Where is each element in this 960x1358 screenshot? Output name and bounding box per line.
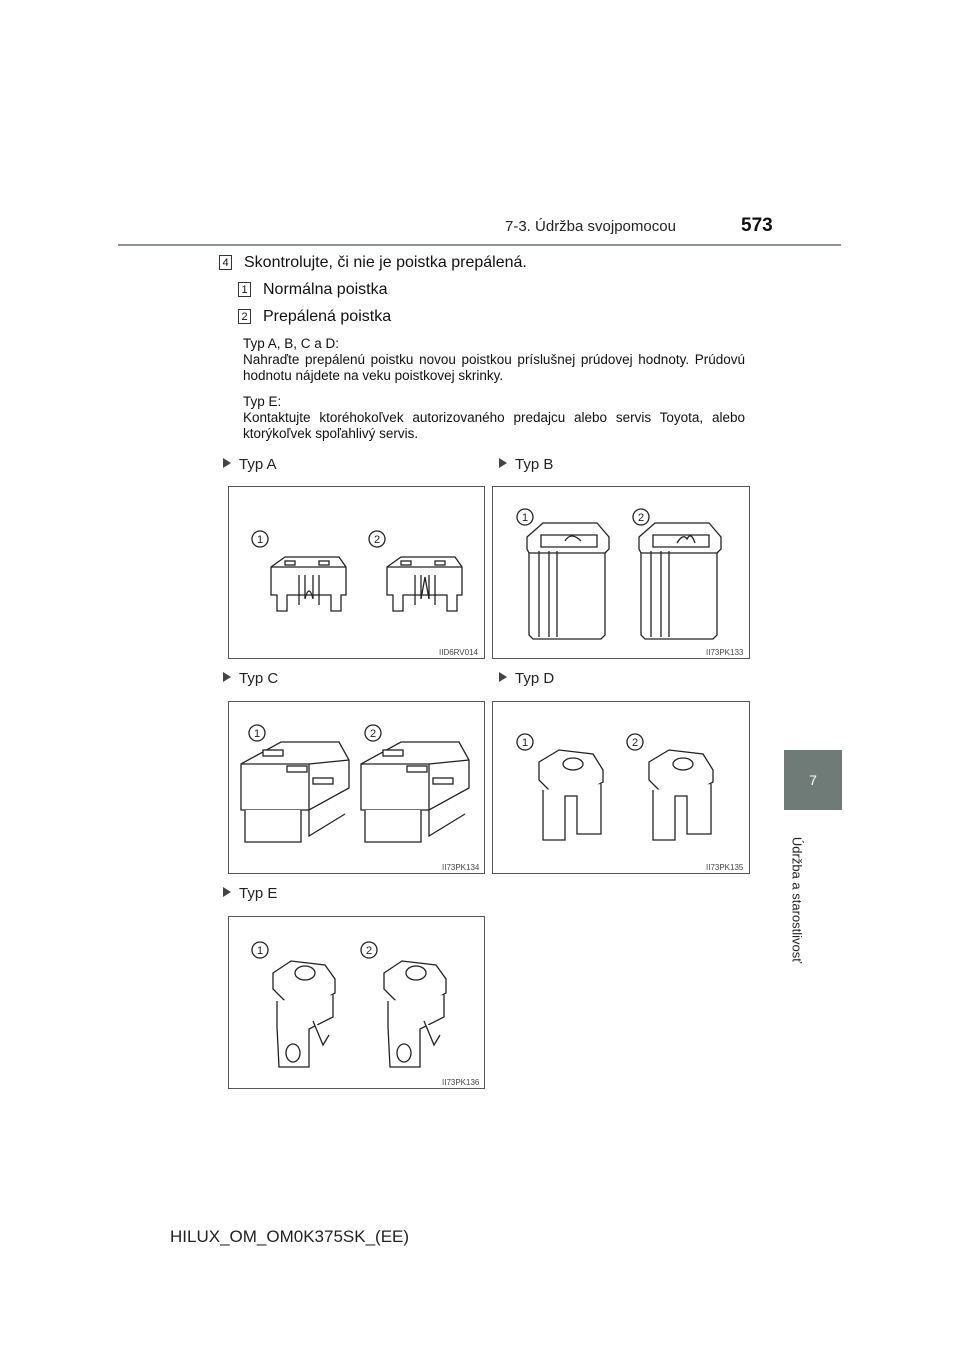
step-text: Skontrolujte, či nie je poistka prepálená. <box>244 254 527 271</box>
item-number-box: 2 <box>238 309 251 324</box>
marker-1: 1 <box>521 512 529 524</box>
item-text: Normálna poistka <box>263 281 388 298</box>
triangle-bullet-icon <box>223 672 231 682</box>
note-text: Kontaktujte ktoréhokoľvek autorizovaného predajcu alebo servis Toyota, alebo ktorýkoľvek spoľahlivý servis. <box>243 410 745 441</box>
figure-typ-e <box>228 916 485 1089</box>
footer-document-code: HILUX_OM_OM0K375SK_(EE) <box>170 1227 410 1246</box>
figure-code: II73PK134 <box>442 863 480 872</box>
marker-1: 1 <box>253 728 261 740</box>
note-heading: Typ E: <box>243 394 282 409</box>
marker-1: 1 <box>521 737 529 749</box>
figure-label-typ-a: Typ A <box>223 456 277 473</box>
triangle-bullet-icon <box>223 458 231 468</box>
fuse-type-d-illustration <box>493 702 751 875</box>
marker-2: 2 <box>637 512 645 524</box>
figure-code: II73PK136 <box>442 1078 480 1087</box>
fuse-type-a-illustration <box>229 487 486 660</box>
marker-2: 2 <box>631 737 639 749</box>
figure-label-typ-e: Typ E <box>223 885 277 902</box>
fuse-type-e-illustration <box>229 917 486 1090</box>
marker-1: 1 <box>256 534 264 546</box>
figure-code: II73PK135 <box>706 863 744 872</box>
list-item <box>238 281 388 299</box>
figure-label-typ-b: Typ B <box>499 456 553 473</box>
figure-typ-a <box>228 486 485 659</box>
figure-label-typ-c: Typ C <box>223 670 278 687</box>
page-number: 573 <box>741 215 773 236</box>
step-4 <box>219 254 527 272</box>
chapter-tab <box>784 750 842 810</box>
header-section-title: 7-3. Údržba svojpomocou <box>505 218 676 235</box>
triangle-bullet-icon <box>499 458 507 468</box>
figure-code: IID6RV014 <box>439 648 478 657</box>
marker-2: 2 <box>365 945 373 957</box>
figure-typ-d <box>492 701 750 874</box>
triangle-bullet-icon <box>223 887 231 897</box>
header-rule <box>118 244 841 246</box>
note-types-abcd <box>243 336 745 384</box>
marker-2: 2 <box>373 534 381 546</box>
item-text: Prepálená poistka <box>263 308 392 325</box>
figure-code: II73PK133 <box>706 648 744 657</box>
list-item <box>238 308 391 326</box>
chapter-title: Údržba a starostlivosť <box>789 836 805 964</box>
item-number-box: 1 <box>238 282 251 297</box>
fuse-type-c-illustration <box>229 702 486 875</box>
figure-label-typ-d: Typ D <box>499 670 554 687</box>
fuse-type-b-illustration <box>493 487 751 660</box>
marker-1: 1 <box>256 945 264 957</box>
figure-typ-c <box>228 701 485 874</box>
marker-2: 2 <box>369 728 377 740</box>
note-type-e <box>243 394 745 442</box>
triangle-bullet-icon <box>499 672 507 682</box>
note-heading: Typ A, B, C a D: <box>243 336 340 351</box>
figure-typ-b <box>492 486 750 659</box>
step-number-box: 4 <box>219 255 232 270</box>
note-text: Nahraďte prepálenú poistku novou poistkou príslušnej prúdovej hodnoty. Prúdovú hodnotu nájdete na veku poistkovej skrinky. <box>243 352 745 383</box>
chapter-side-title <box>772 825 822 975</box>
chapter-number: 7 <box>809 772 817 788</box>
